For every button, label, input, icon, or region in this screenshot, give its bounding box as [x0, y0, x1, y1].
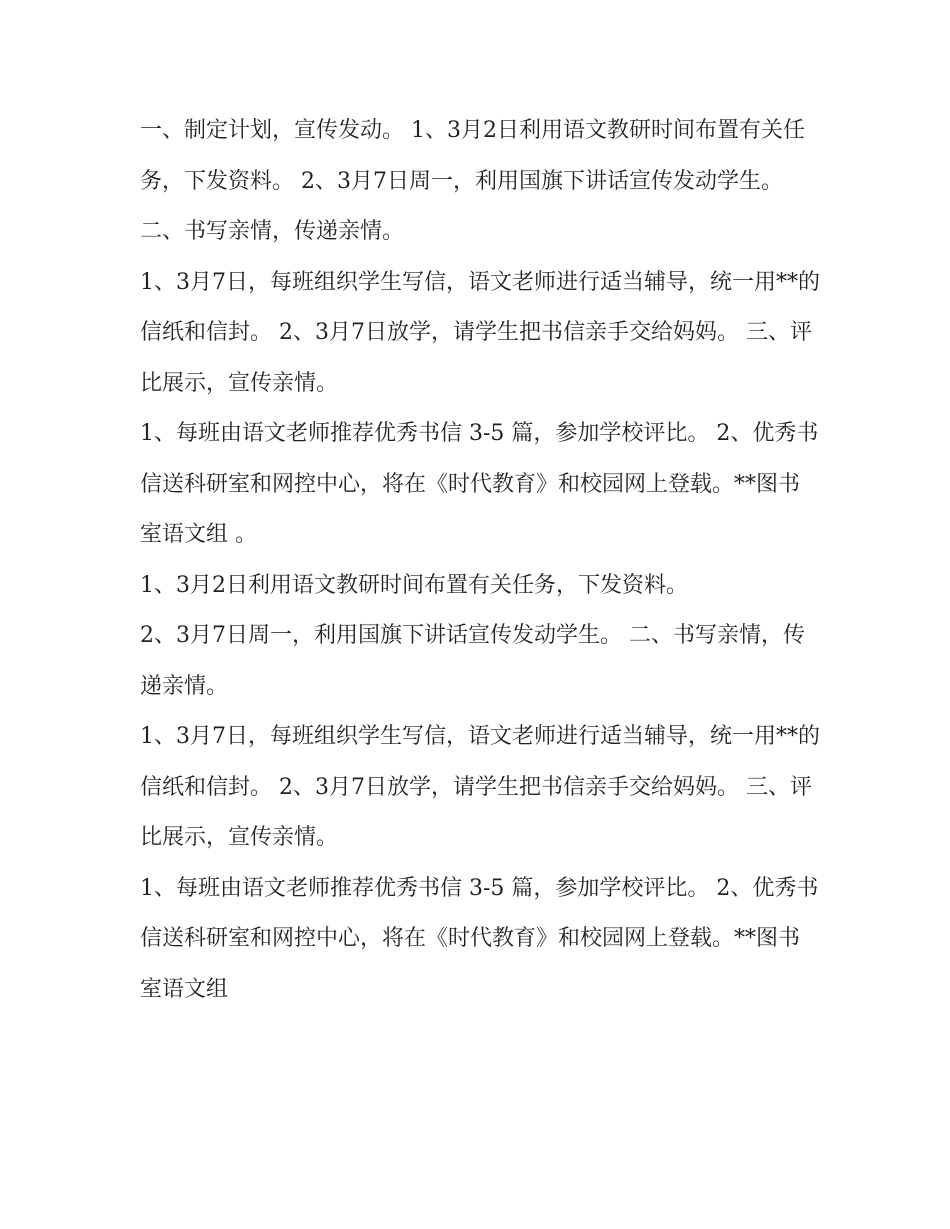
paragraph-2: 1、3月7日，每班组织学生写信，语文老师进行适当辅导，统一用**的信纸和信封。 2、3月7日放学，请学生把书信亲手交给妈妈。 三、评比展示，宣传亲情。 [140, 269, 820, 396]
document-body [140, 106, 820, 1015]
paragraph-3: 1、每班由语文老师推荐优秀书信 3-5 篇，参加学校评比。 2、优秀书信送科研室和网控中心，将在《时代教育》和校园网上登载。**图书室语文组 。 [140, 421, 819, 547]
paragraph-1: 一、制定计划，宣传发动。 1、3月2日利用语文教研时间布置有关任务，下发资料。 2、3月7日周一，利用国旗下讲话宣传发动学生。 二、书写亲情，传递亲情。 [140, 118, 805, 244]
paragraph-7: 1、每班由语文老师推荐优秀书信 3-5 篇，参加学校评比。 2、优秀书信送科研室和网控中心，将在《时代教育》和校园网上登载。**图书室语文组 [140, 875, 819, 1002]
paragraph-4: 1、3月2日利用语文教研时间布置有关任务，下发资料。 [140, 572, 688, 598]
paragraph-6: 1、3月7日，每班组织学生写信，语文老师进行适当辅导，统一用**的信纸和信封。 2、3月7日放学，请学生把书信亲手交给妈妈。 三、评比展示，宣传亲情。 [140, 724, 820, 850]
paragraph-5: 2、3月7日周一，利用国旗下讲话宣传发动学生。 二、书写亲情，传递亲情。 [140, 623, 805, 699]
